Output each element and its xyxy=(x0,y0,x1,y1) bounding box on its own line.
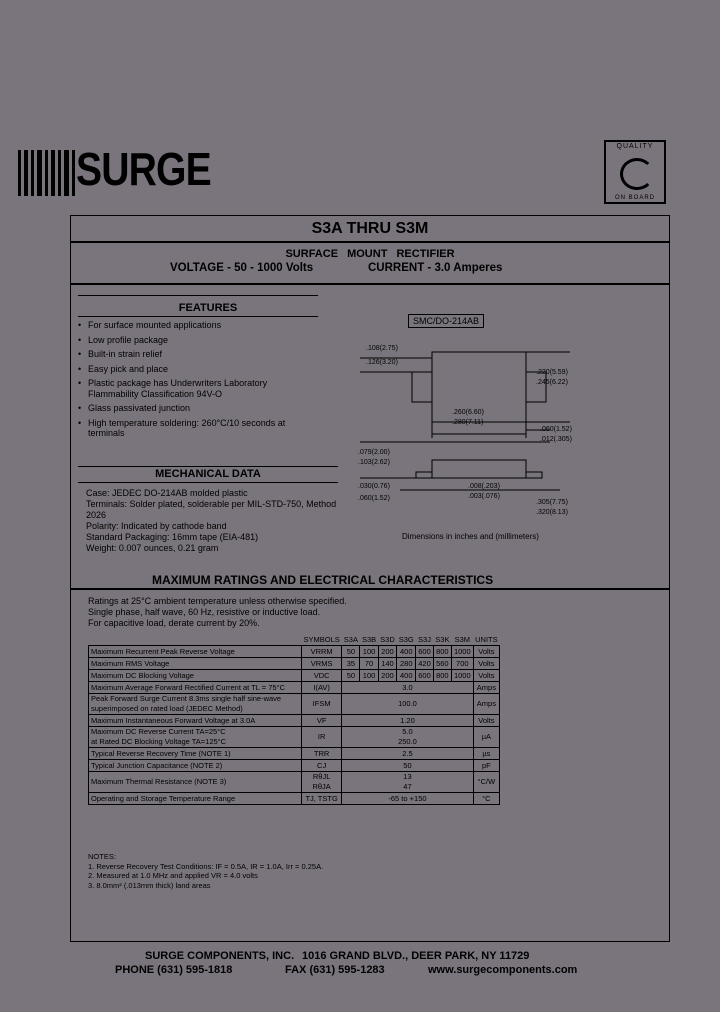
ratings-note: For capacitive load, derate current by 20%. xyxy=(88,618,260,628)
table-row: Typical Junction Capacitance (NOTE 2) CJ 50 pF xyxy=(89,760,500,772)
footer-company: SURGE COMPONENTS, INC. xyxy=(145,950,295,962)
notes-title: NOTES: xyxy=(88,852,116,861)
features-list xyxy=(78,320,313,443)
list-item: • Easy pick and place xyxy=(78,364,313,375)
footer-fax: FAX (631) 595-1283 xyxy=(285,964,385,976)
dim-e1: .079(2.00) xyxy=(358,449,390,456)
voltage-rating: VOLTAGE - 50 - 1000 Volts xyxy=(170,262,314,274)
table-row: Operating and Storage Temperature Range TJ, TSTG -65 to +150 °C xyxy=(89,793,500,805)
table-row: Typical Reverse Recovery Time (NOTE 1) TRR 2.5 µs xyxy=(89,748,500,760)
list-item: Standard Packaging: 16mm tape (EIA-481) xyxy=(86,532,259,542)
header-cell: S3M xyxy=(451,634,473,646)
dim-h1: .305(7.75) xyxy=(536,499,568,506)
mechanical-list xyxy=(86,488,348,554)
dim-a2: .126(3.20) xyxy=(366,359,398,366)
dim-e2: .103(2.62) xyxy=(358,459,390,466)
ratings-note: Ratings at 25°C ambient temperature unless otherwise specified. xyxy=(88,596,347,606)
diagram-caption: Dimensions in inches and (millimeters) xyxy=(402,532,539,541)
list-item: • Low profile package xyxy=(78,335,313,346)
list-item: • High temperature soldering: 260°C/10 seconds at terminals xyxy=(78,418,313,439)
quality-ring-icon xyxy=(620,158,654,190)
lead-left xyxy=(412,372,432,402)
dim-g1: .008(.203) xyxy=(468,483,500,490)
footer-address: 1016 GRAND BLVD., DEER PARK, NY 11729 xyxy=(302,950,530,962)
dim-h2: .320(8.13) xyxy=(536,509,568,516)
dim-g2: .003(.076) xyxy=(468,493,500,500)
ratings-notes xyxy=(88,596,528,629)
company-logo: SURGE xyxy=(76,143,211,195)
header-divider xyxy=(70,283,670,285)
spec-table xyxy=(88,634,500,805)
header-cell: S3A xyxy=(343,634,358,644)
dim-d2: .012(.305) xyxy=(540,436,572,443)
dim-b2: .245(6.22) xyxy=(536,379,568,386)
notes xyxy=(88,852,323,890)
lead-right xyxy=(526,372,546,402)
dim-b1: .220(5.59) xyxy=(536,369,568,376)
note-item: 3. 8.0mm² (.013mm thick) land areas xyxy=(88,880,211,890)
ratings-note: Single phase, half wave, 60 Hz, resistive or inductive load. xyxy=(88,607,321,617)
header-cell: S3J xyxy=(416,634,434,646)
side-lead-left xyxy=(416,472,432,478)
dim-d1: .060(1.52) xyxy=(540,426,572,433)
list-item: Case: JEDEC DO-214AB molded plastic xyxy=(86,488,248,498)
current-rating: CURRENT - 3.0 Amperes xyxy=(368,262,503,274)
table-row: Maximum Thermal Resistance (NOTE 3) RθJL RθJA 13 47 °C/W xyxy=(89,772,500,793)
list-item: • Glass passivated junction xyxy=(78,403,313,414)
note-item: 2. Measured at 1.0 MHz and applied VR = 4.0 volts xyxy=(88,871,258,880)
table-row: Maximum DC Blocking Voltage VDC 50 100 200 400 600 800 1000 Volts xyxy=(89,670,500,682)
mech-rule-bottom xyxy=(78,482,338,483)
table-row: Maximum DC Reverse Current TA=25°C at Rated DC Blocking Voltage TA=125°C IR 5.0 250.0 µA xyxy=(89,727,500,748)
package-drawing xyxy=(340,330,580,525)
list-item: Weight: 0.007 ounces, 0.21 gram xyxy=(86,543,219,553)
dim-c2: .280(7.11) xyxy=(452,419,484,426)
side-lead-right xyxy=(526,472,542,478)
list-item: • For surface mounted applications xyxy=(78,320,313,331)
header-cell: S3K xyxy=(435,634,450,644)
quality-badge xyxy=(604,140,666,204)
header-cell: UNITS xyxy=(475,634,498,644)
package-side-view xyxy=(432,460,526,478)
dim-a1: .108(2.75) xyxy=(366,345,398,352)
header-cell: S3B xyxy=(361,634,377,644)
quality-badge-bottom: ON BOARD xyxy=(614,195,655,201)
note-item: 1. Reverse Recovery Test Conditions: IF = 0.5A, IR = 1.0A, Irr = 0.25A. xyxy=(88,861,324,871)
header-cell: S3G xyxy=(398,634,414,644)
table-row: Maximum Recurrent Peak Reverse Voltage VRRM 50 100 200 400 600 800 1000 Volts xyxy=(89,646,500,658)
ratings-title: MAXIMUM RATINGS AND ELECTRICAL CHARACTERISTICS xyxy=(152,573,494,587)
package-label: SMC/DO-214AB xyxy=(408,314,484,328)
quality-badge-top: QUALITY xyxy=(616,143,654,150)
table-row: Maximum RMS Voltage VRMS 35 70 140 280 420 560 700 Volts xyxy=(89,658,500,670)
list-item: • Plastic package has Underwriters Laboratory Flammability Classification 94V-O xyxy=(78,378,313,399)
subtitle: SURFACE MOUNT RECTIFIER xyxy=(285,248,455,260)
footer-phone: PHONE (631) 595-1818 xyxy=(115,964,233,976)
table-header-row xyxy=(89,634,500,646)
features-rule-bottom xyxy=(78,316,318,317)
table-row: Maximum Average Forward Rectified Current at TL = 75°C I(AV) 3.0 Amps xyxy=(89,682,500,694)
features-rule-top xyxy=(78,295,318,296)
title-divider xyxy=(70,241,670,243)
header-cell: S3D xyxy=(380,634,395,644)
table-row: Maximum Instantaneous Forward Voltage at 3.0A VF 1.20 Volts xyxy=(89,715,500,727)
mechanical-title: MECHANICAL DATA xyxy=(155,468,261,480)
mech-rule-top xyxy=(78,466,338,467)
dim-f1: .030(0.76) xyxy=(358,483,390,490)
table-row: Peak Forward Surge Current 8.3ms single half sine-wave superimposed on rated load (JEDEC Method) IFSM 100.0 Amps xyxy=(89,694,500,715)
list-item: Terminals: Solder plated, solderable per MIL-STD-750, Method 2026 xyxy=(86,499,337,520)
page-title: S3A THRU S3M xyxy=(311,220,429,237)
footer-website-link[interactable]: www.surgecomponents.com xyxy=(428,964,578,976)
ratings-divider xyxy=(70,588,670,590)
list-item: • Built-in strain relief xyxy=(78,349,313,360)
dim-c1: .260(6.60) xyxy=(452,409,484,416)
list-item: Polarity: Indicated by cathode band xyxy=(86,521,227,531)
features-title: FEATURES xyxy=(178,302,238,314)
header-cell: SYMBOLS xyxy=(303,634,340,644)
dim-f2: .060(1.52) xyxy=(358,495,390,502)
